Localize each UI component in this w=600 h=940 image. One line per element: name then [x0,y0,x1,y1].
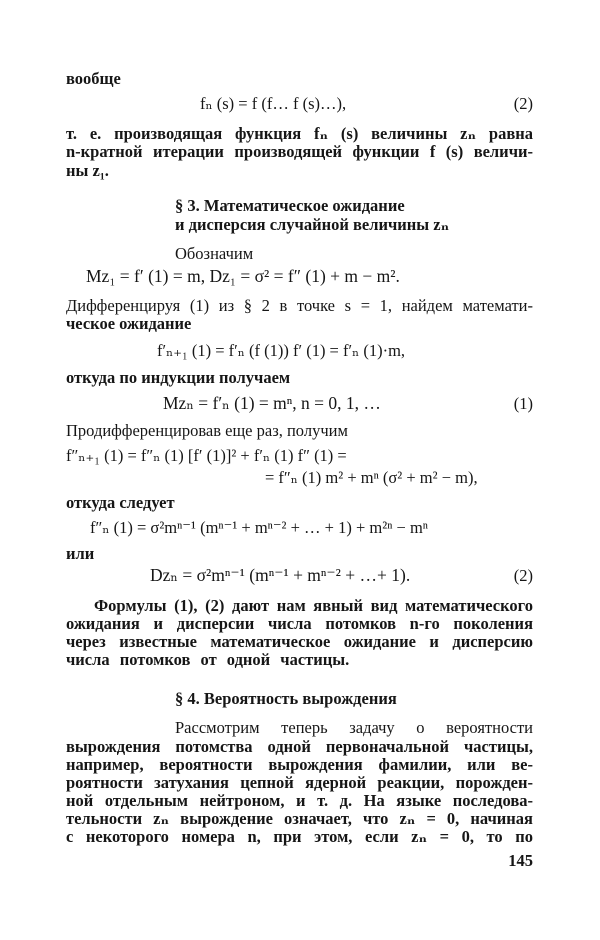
formula-second-derivative: f″ₙ₊₁ (1) = f″ₙ (1) [f′ (1)]² + f′ₙ (1) f″ (1) = [66,446,347,465]
equation-number: (2) [513,94,533,113]
formula-mean: Mzₙ = f′ₙ (1) = mⁿ, n = 0, 1, … [163,393,381,413]
formula-moments: Mz₁ = f′ (1) = m, Dz₁ = σ² = f″ (1) + m − m². [86,266,400,286]
formula-iteration: fₙ (s) = f (f… f (s)…), [200,94,347,113]
text-line: откуда следует [66,493,175,512]
equation-number: (2) [513,566,533,585]
text-line: ны z₁. [66,161,109,180]
section-heading: § 3. Математическое ожидание [175,196,405,215]
text-line: вырождения потомства одной первоначальной частицы, [66,737,533,756]
formula-derivative: f′ₙ₊₁ (1) = f′ₙ (f (1)) f′ (1) = f′ₙ (1)·m, [157,341,406,360]
text-line: Обозначим [175,244,254,263]
text-line: ческое ожидание [66,314,192,333]
text-line: числа потомков от одной частицы. [66,650,350,669]
section-heading: и дисперсия случайной величины zₙ [175,215,450,234]
text-line: или [66,544,95,563]
formula-variance: Dzₙ = σ²mⁿ⁻¹ (mⁿ⁻¹ + mⁿ⁻² + …+ 1). [150,565,411,585]
equation-number: (1) [513,394,533,413]
text-line: Дифференцируя (1) из § 2 в точке s = 1, найдем математи- [66,296,533,315]
text-line: роятности затухания цепной ядерной реакции, порожден- [66,773,533,792]
text-line: n-кратной итерации производящей функции f (s) величи- [66,142,533,161]
page-number: 145 [508,851,533,870]
text-line: Формулы (1), (2) дают нам явный вид математического [94,596,533,615]
text-line: вообще [66,69,121,88]
text-line: через известные математическое ожидание и дисперсию [66,632,533,651]
formula-fn-second: f″ₙ (1) = σ²mⁿ⁻¹ (mⁿ⁻¹ + mⁿ⁻² + … + 1) + m²ⁿ − mⁿ [90,518,428,537]
text-line: ожидания и дисперсии числа потомков n-го поколения [66,614,533,633]
text-line: например, вероятности вырождения фамилии, или ве- [66,755,533,774]
text-line: тельности zₙ вырождение означает, что zₙ = 0, начиная [66,809,533,828]
text-line: откуда по индукции получаем [66,368,291,387]
formula-second-derivative-cont: = f″ₙ (1) m² + mⁿ (σ² + m² − m), [265,468,478,487]
text-line: с некоторого номера n, при этом, если zₙ = 0, то по [66,827,533,846]
text-line: т. е. производящая функция fₙ (s) величины zₙ равна [66,124,533,143]
text-line: Рассмотрим теперь задачу о вероятности [175,718,533,737]
text-line: Продифференцировав еще раз, получим [66,421,348,440]
text-line: ной отдельным нейтроном, и т. д. На языке последова- [66,791,533,810]
section-heading: § 4. Вероятность вырождения [175,689,397,708]
